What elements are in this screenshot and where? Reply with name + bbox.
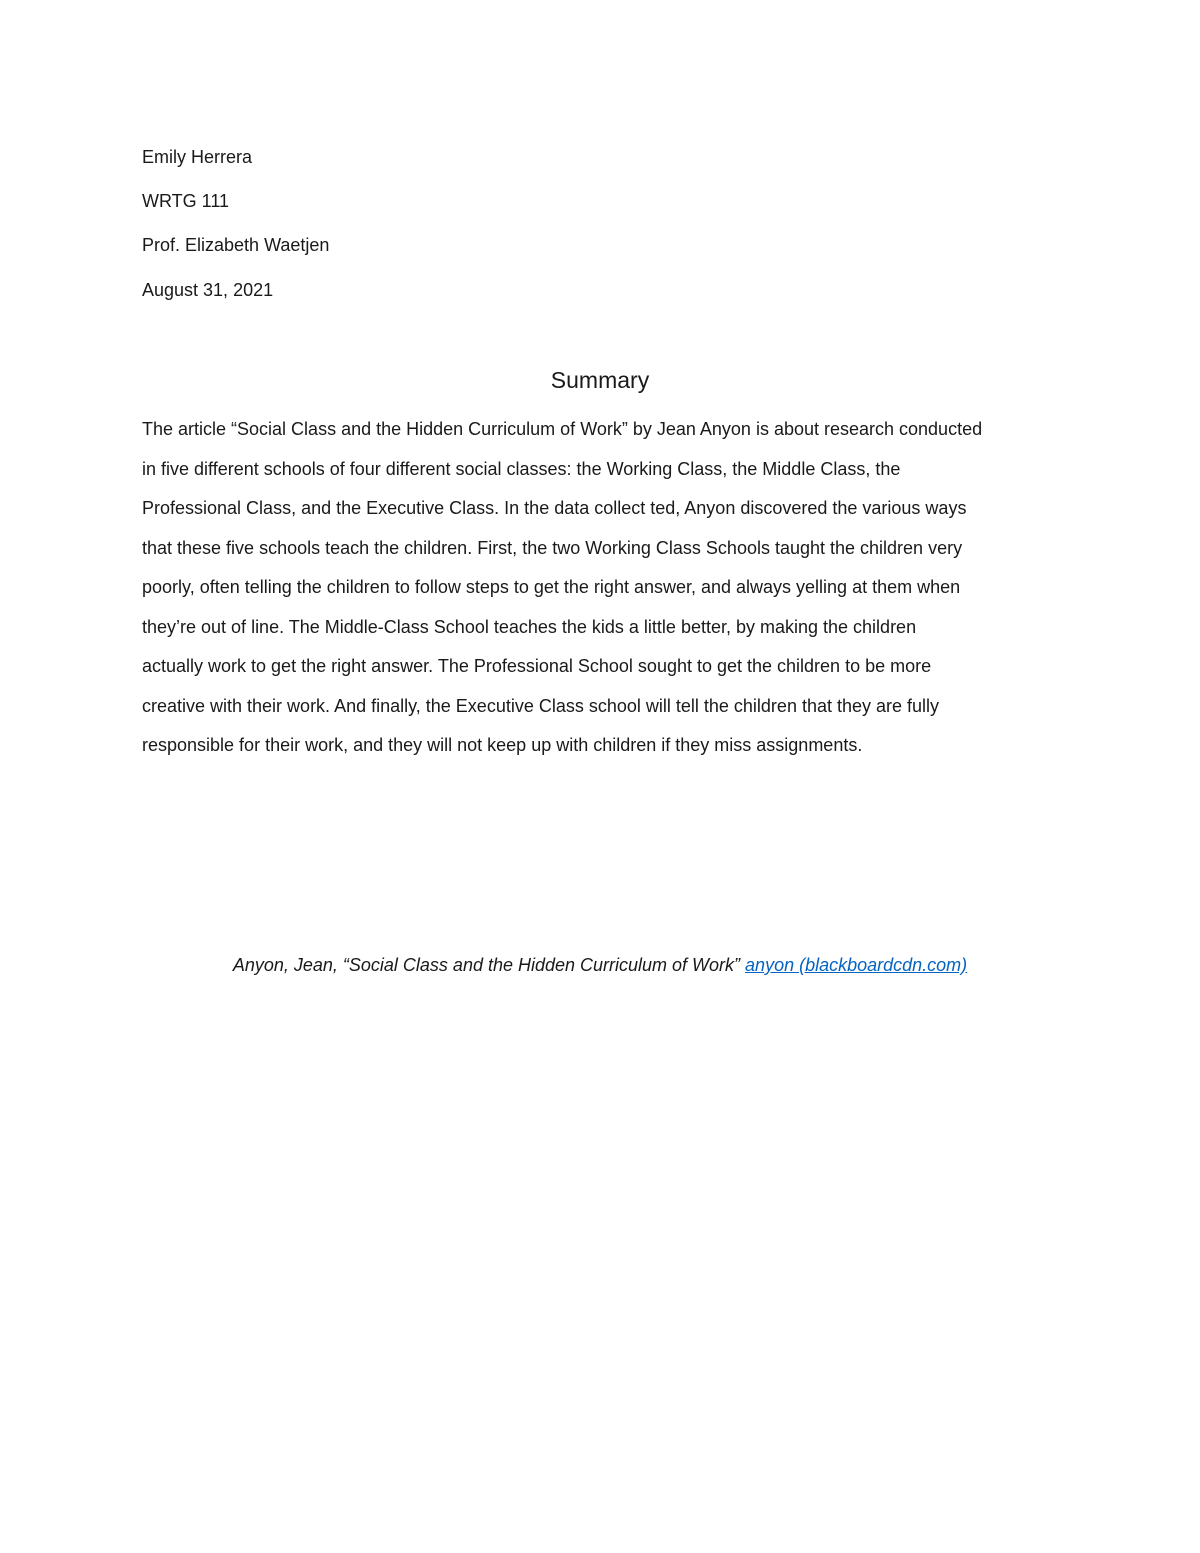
paragraph-line: The article “Social Class and the Hidden Curriculum of Work” by Jean Anyon is about research conducted bbox=[142, 419, 983, 439]
paragraph-line: they’re out of line. The Middle-Class School teaches the kids a little better, by making the children bbox=[142, 617, 917, 637]
paragraph-line: poorly, often telling the children to follow steps to get the right answer, and always yelling at them when bbox=[142, 577, 961, 597]
professor-name: Prof. Elizabeth Waetjen bbox=[142, 235, 330, 255]
citation-link[interactable]: anyon (blackboardcdn.com) bbox=[745, 955, 968, 975]
paragraph-line: in five different schools of four different social classes: the Working Class, the Middle Class, the bbox=[142, 459, 901, 479]
paragraph-line: that these five schools teach the children. First, the two Working Class Schools taught the children very bbox=[142, 538, 963, 558]
author-name: Emily Herrera bbox=[142, 147, 253, 167]
paragraph-line: creative with their work. And finally, the Executive Class school will tell the children that they are fully bbox=[142, 696, 940, 716]
paragraph-line: Professional Class, and the Executive Class. In the data collect ted, Anyon discovered the various ways bbox=[142, 498, 967, 518]
citation bbox=[0, 954, 1200, 976]
citation-text: Anyon, Jean, “Social Class and the Hidden Curriculum of Work” bbox=[232, 955, 746, 975]
paragraph-line: responsible for their work, and they will not keep up with children if they miss assignments. bbox=[142, 735, 863, 755]
document-date: August 31, 2021 bbox=[142, 280, 274, 300]
paragraph-line: actually work to get the right answer. The Professional School sought to get the children to be more bbox=[142, 656, 932, 676]
document-title: Summary bbox=[550, 367, 650, 393]
course-code: WRTG 111 bbox=[142, 191, 230, 211]
